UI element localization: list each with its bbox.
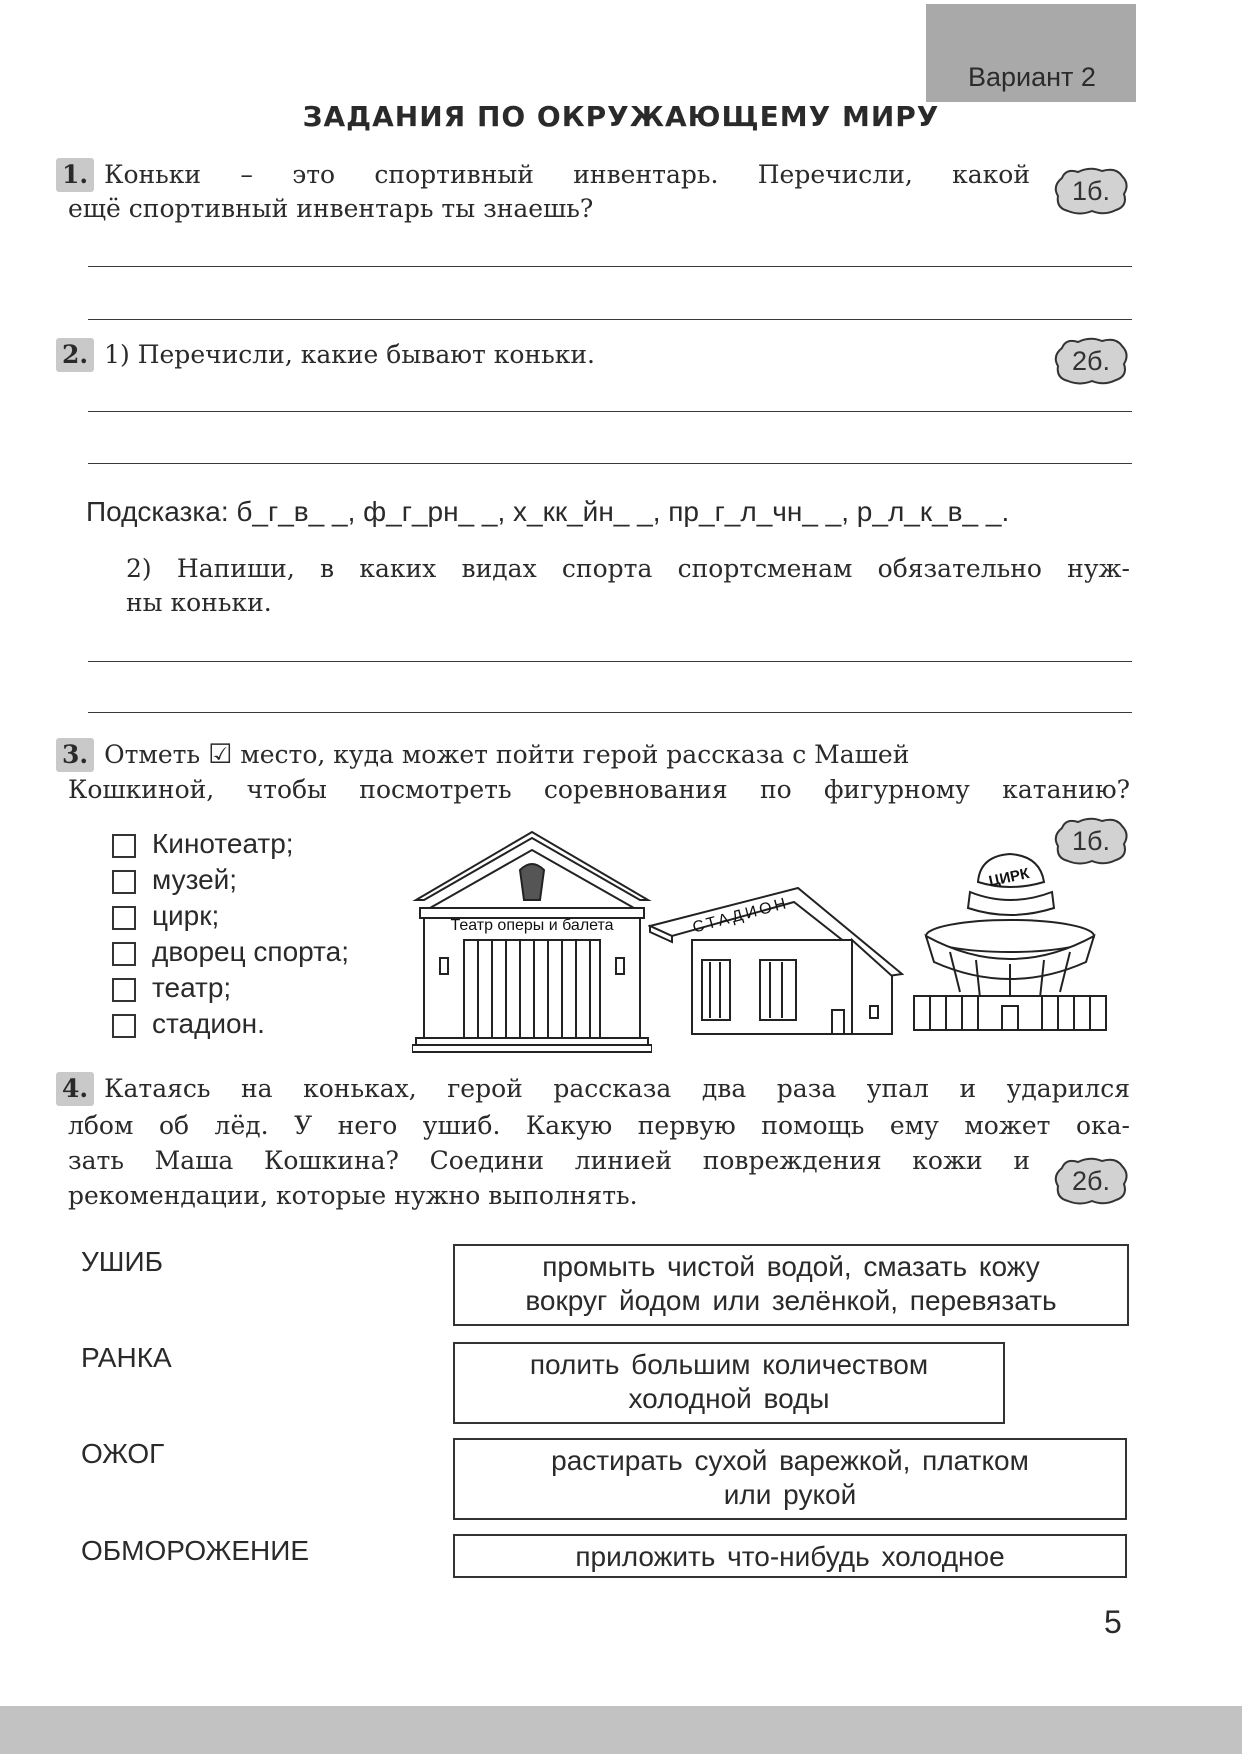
task4-line1: [56, 1072, 1130, 1106]
option-label: стадион.: [152, 1008, 265, 1039]
recommendation-3-line2: или рукой: [723, 1479, 857, 1510]
checkbox[interactable]: [112, 870, 136, 894]
task4-score: 2б.: [1072, 1166, 1110, 1196]
checkbox[interactable]: [112, 834, 136, 858]
stadium-building-icon: [648, 884, 904, 1038]
recommendation-box-2[interactable]: [453, 1342, 1005, 1424]
term-burn[interactable]: ОЖОГ: [81, 1438, 165, 1469]
term-frostbite[interactable]: ОБМОРОЖЕНИЕ: [81, 1535, 310, 1566]
variant-label: Вариант 2: [968, 62, 1096, 92]
task1-text-line2: ещё спортивный инвентарь ты знаешь?: [68, 194, 594, 223]
task3-text-a: Отметь: [104, 740, 201, 769]
option-label: музей;: [152, 864, 238, 895]
recommendation-3-line1: растирать сухой варежкой, платком: [551, 1445, 1029, 1476]
recommendation-box-4[interactable]: [453, 1534, 1127, 1578]
task2-hint: Подсказка: б_г_в_ _, ф_г_рн_ _, х_кк_йн_ _, пр_г_л_чн_ _, р_л_к_в_ _.: [86, 496, 1010, 527]
checkmark-icon: ☑: [208, 739, 233, 770]
task4-score-badge: [1052, 1156, 1130, 1206]
task3-line2: Кошкиной, чтобы посмотреть соревнования по фигурному катанию?: [68, 775, 1130, 804]
option-theatre[interactable]: [112, 970, 231, 1006]
task4-text-line1: Катаясь на коньках, герой рассказа два раза упал и ударился: [104, 1074, 1130, 1103]
variant-label-box: [926, 4, 1136, 102]
task1-score: 1б.: [1072, 176, 1110, 206]
stadium-sign: СТАДИОН: [690, 894, 791, 937]
checkbox[interactable]: [112, 906, 136, 930]
theatre-building-icon: [412, 828, 652, 1054]
checkbox[interactable]: [112, 978, 136, 1002]
task1-text-line1: Коньки – это спортивный инвентарь. Перечисли, какой: [104, 160, 1030, 189]
checkbox[interactable]: [112, 942, 136, 966]
answer-line[interactable]: [88, 266, 1132, 267]
option-stadium[interactable]: [112, 1006, 265, 1042]
recommendation-box-1[interactable]: [453, 1244, 1129, 1326]
task2-part2-line1: 2) Напиши, в каких видах спорта спортсменам обязательно нуж-: [126, 554, 1130, 583]
task1-score-badge: [1052, 166, 1130, 216]
answer-line[interactable]: [88, 712, 1132, 713]
option-label: театр;: [152, 972, 232, 1003]
option-label: дворец спорта;: [152, 936, 349, 967]
answer-line[interactable]: [88, 319, 1132, 320]
recommendation-2-line2: холодной воды: [628, 1383, 830, 1414]
circus-sign: ЦИРК: [987, 865, 1031, 891]
task4-text-line2: лбом об лёд. У него ушиб. Какую первую помощь ему может ока-: [68, 1111, 1130, 1140]
option-museum[interactable]: [112, 862, 237, 898]
task2-line1: [56, 338, 595, 372]
recommendation-2-line1: полить большим количеством: [529, 1349, 929, 1380]
task3-number: 3.: [56, 738, 94, 772]
option-label: Кинотеатр;: [152, 828, 294, 859]
task4-text-line4: рекомендации, которые нужно выполнять.: [68, 1181, 638, 1210]
option-cinema[interactable]: [112, 826, 294, 862]
circus-building-icon: [910, 852, 1110, 1034]
recommendation-1-line1: промыть чистой водой, смазать кожу: [542, 1251, 1040, 1282]
term-bruise[interactable]: УШИБ: [81, 1246, 163, 1277]
theatre-sign: Театр оперы и балета: [450, 917, 614, 934]
task2-part2-line2: ны коньки.: [126, 588, 272, 617]
task4-text-line3: зать Маша Кошкина? Соедини линией повреждения кожи и: [68, 1146, 1030, 1175]
answer-line[interactable]: [88, 661, 1132, 662]
task4-number: 4.: [56, 1072, 94, 1106]
recommendation-4: приложить что-нибудь холодное: [575, 1541, 1005, 1572]
task3-score: 1б.: [1072, 826, 1110, 856]
term-wound[interactable]: РАНКА: [81, 1342, 172, 1373]
option-circus[interactable]: [112, 898, 219, 934]
page-number: 5: [1104, 1604, 1122, 1640]
recommendation-box-3[interactable]: [453, 1438, 1127, 1520]
task2-part1: 1) Перечисли, какие бывают коньки.: [104, 340, 595, 369]
recommendation-1-line2: вокруг йодом или зелёнкой, перевязать: [525, 1285, 1057, 1316]
task2-score-badge: [1052, 336, 1130, 386]
task1-number: 1.: [56, 158, 94, 192]
task2-score: 2б.: [1072, 346, 1110, 376]
page-bottom-bar: [0, 1706, 1242, 1754]
option-sports-palace[interactable]: [112, 934, 349, 970]
page-title: ЗАДАНИЯ ПО ОКРУЖАЮЩЕМУ МИРУ: [302, 100, 940, 133]
answer-line[interactable]: [88, 411, 1132, 412]
answer-line[interactable]: [88, 463, 1132, 464]
task3-text-b: место, куда может пойти герой рассказа с Машей: [240, 740, 910, 769]
task1-line1: [56, 158, 1030, 192]
checkbox[interactable]: [112, 1014, 136, 1038]
task2-number: 2.: [56, 338, 94, 372]
option-label: цирк;: [152, 900, 220, 931]
task3-line1: [56, 738, 1130, 772]
